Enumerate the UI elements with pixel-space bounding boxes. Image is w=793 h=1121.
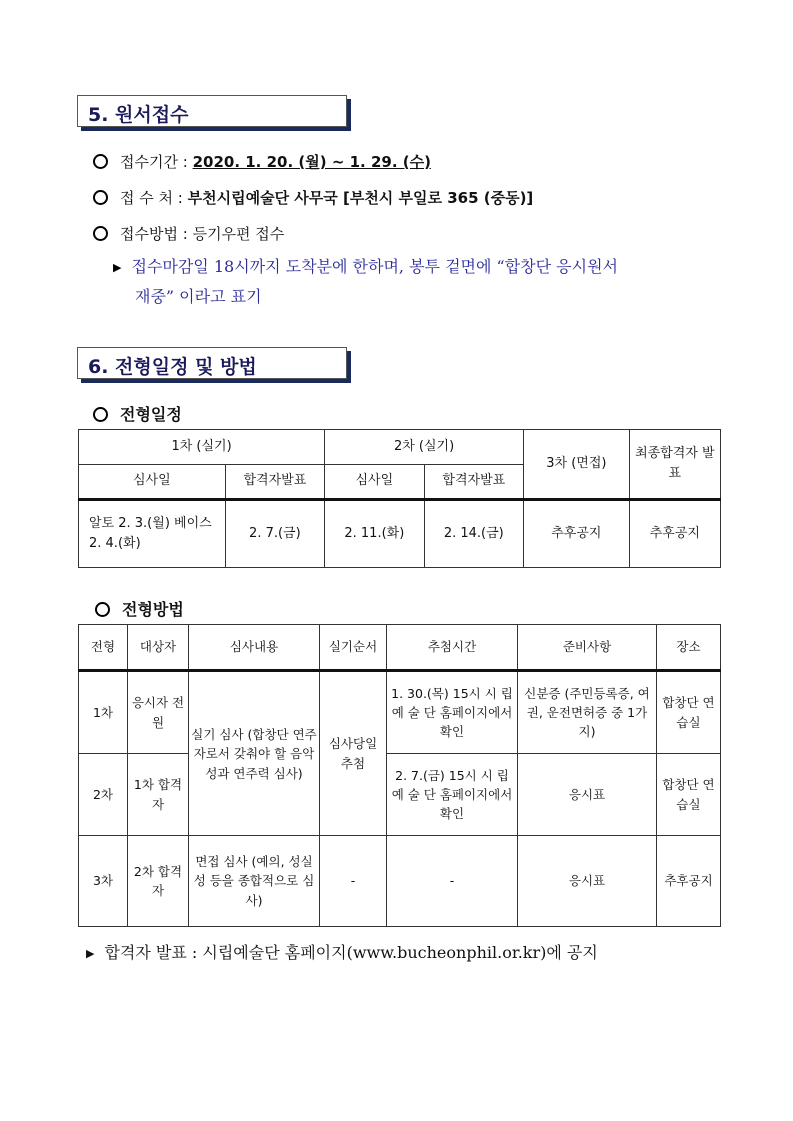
method-heading: 전형방법 [95, 597, 184, 620]
final-header: 최종합격자 발표 [629, 430, 720, 500]
r2-announce-header: 합격자발표 [424, 464, 523, 499]
r1-exam-header: 심사일 [79, 464, 226, 499]
r12-content: 실기 심사 (합창단 연주자로서 갖춰야 할 음악성과 연주력 심사) [189, 671, 320, 836]
note-line-1: ▶ 접수마감일 18시까지 도착분에 한하며, 봉투 겉면에 “합창단 응시원서 [113, 257, 619, 276]
r1-draw: 1. 30.(목) 15시 시 립 예 술 단 홈페이지에서 확인 [387, 671, 518, 754]
round1-header: 1차 (실기) [79, 430, 325, 465]
r1-place: 합창단 연습실 [657, 671, 721, 754]
r3-date: 추후공지 [524, 499, 630, 568]
r1-round: 1차 [79, 671, 128, 754]
header-target: 대상자 [128, 625, 189, 671]
r1-exam-date: 알토 2. 3.(월) 베이스 2. 4.(화) [79, 499, 226, 568]
place-label: 접 수 처 : [120, 189, 183, 207]
section6-heading [77, 347, 347, 379]
period-line [93, 151, 431, 172]
r1-prep: 신분증 (주민등록증, 여권, 운전면허증 중 1가지) [518, 671, 657, 754]
header-order: 실기순서 [320, 625, 387, 671]
r3-prep: 응시표 [518, 836, 657, 927]
r1-announce-date: 2. 7.(금) [225, 499, 324, 568]
method-line [93, 223, 284, 244]
circle-bullet-icon [95, 602, 110, 617]
section5-heading [77, 95, 347, 127]
header-content: 심사내용 [189, 625, 320, 671]
r1-announce-header: 합격자발표 [225, 464, 324, 499]
header-prep: 준비사항 [518, 625, 657, 671]
section5-title: 5. 원서접수 [88, 104, 189, 126]
triangle-bullet-icon: ▶ [113, 261, 122, 274]
r3-content: 면접 심사 (예의, 성실성 등을 종합적으로 심사) [189, 836, 320, 927]
header-draw-time: 추첨시간 [387, 625, 518, 671]
round3-header: 3차 (면접) [524, 430, 630, 500]
r1-target: 응시자 전원 [128, 671, 189, 754]
method-label: 접수방법 : [120, 225, 188, 243]
r2-draw: 2. 7.(금) 15시 시 립 예 술 단 홈페이지에서 확인 [387, 753, 518, 836]
period-label: 접수기간 : [120, 153, 188, 171]
r2-target: 1차 합격자 [128, 753, 189, 836]
circle-bullet-icon [93, 154, 108, 169]
r2-place: 합창단 연습실 [657, 753, 721, 836]
circle-bullet-icon [93, 190, 108, 205]
r3-place: 추후공지 [657, 836, 721, 927]
r2-prep: 응시표 [518, 753, 657, 836]
r3-target: 2차 합격자 [128, 836, 189, 927]
header-round: 전형 [79, 625, 128, 671]
place-value: 부천시립예술단 사무국 [부천시 부일로 365 (중동)] [187, 189, 534, 207]
schedule-table [78, 429, 721, 568]
triangle-bullet-icon: ▶ [86, 947, 95, 960]
r2-announce-date: 2. 14.(금) [424, 499, 523, 568]
header-place: 장소 [657, 625, 721, 671]
r3-draw: - [387, 836, 518, 927]
schedule-heading: 전형일정 [93, 402, 182, 425]
place-line [93, 187, 533, 208]
circle-bullet-icon [93, 407, 108, 422]
r3-order: - [320, 836, 387, 927]
note-line-2: 재중” 이라고 표기 [135, 287, 262, 306]
section6-title: 6. 전형일정 및 방법 [88, 356, 257, 378]
method-table [78, 624, 721, 927]
footer-note: ▶ 합격자 발표 : 시립예술단 홈페이지(www.bucheonphil.or.kr)에 공지 [86, 943, 598, 962]
r2-exam-date: 2. 11.(화) [325, 499, 424, 568]
r2-exam-header: 심사일 [325, 464, 424, 499]
round2-header: 2차 (실기) [325, 430, 524, 465]
period-value: 2020. 1. 20. (월) ~ 1. 29. (수) [192, 153, 431, 171]
final-date: 추후공지 [629, 499, 720, 568]
r2-round: 2차 [79, 753, 128, 836]
r3-round: 3차 [79, 836, 128, 927]
r12-order: 심사당일 추첨 [320, 671, 387, 836]
circle-bullet-icon [93, 226, 108, 241]
method-value: 등기우편 접수 [192, 225, 285, 243]
